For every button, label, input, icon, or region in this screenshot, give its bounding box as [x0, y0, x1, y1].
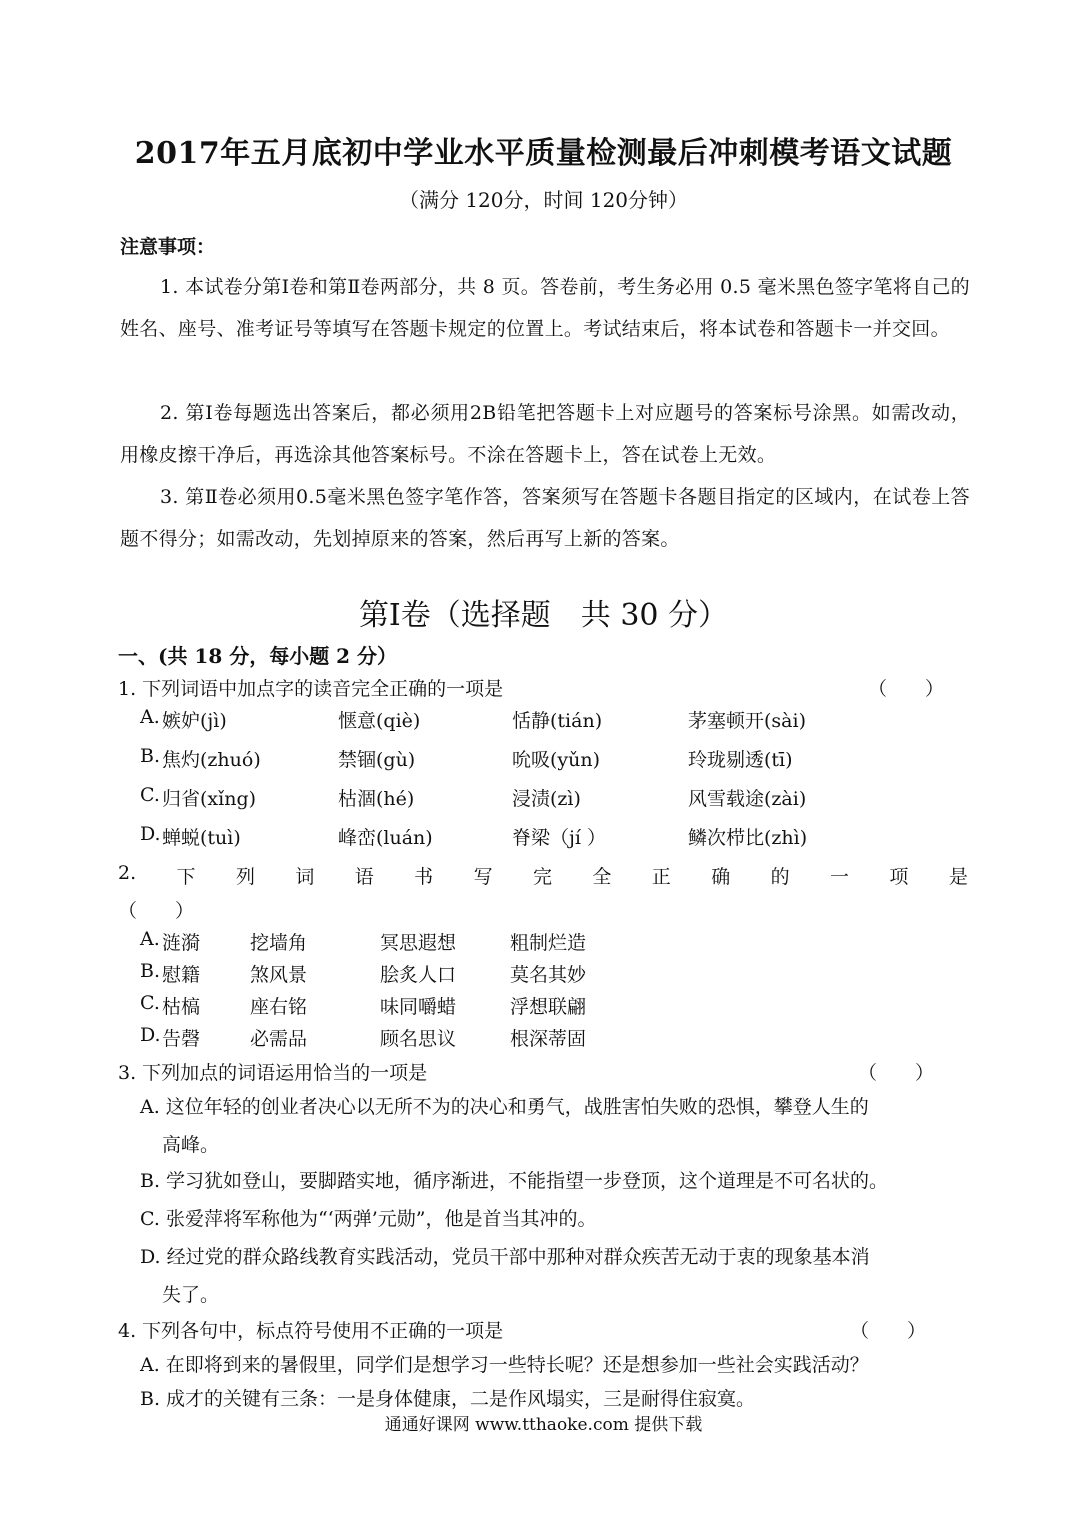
notice-item-1: 1. 本试卷分第Ⅰ卷和第Ⅱ卷两部分，共 8 页。答卷前，考生务必用 0.5 毫米黑色签字笔将自己的姓名、座号、准考证号等填写在答题卡规定的位置上。考试结束后，将本试卷和答题卡一并交回。: [120, 276, 970, 340]
option-letter: D.: [140, 823, 161, 845]
q2-stem-char: 正: [651, 866, 671, 888]
q2-stem-char: 是: [948, 866, 968, 888]
q4-answer-paren: （ ）: [850, 1320, 927, 1342]
option-word: 枯涸(hé): [338, 788, 415, 810]
q3-option-c: C. 张爱萍将军称他为“‘两弹’元勋”，他是首当其冲的。: [140, 1208, 597, 1230]
option-word: 玲珑剔透(tī): [688, 749, 793, 771]
q2-stem-char: 的: [770, 866, 790, 888]
q2-stem-char: 完: [532, 866, 552, 888]
option-word: 嫉妒(jì): [162, 710, 227, 732]
q2-stem: [118, 862, 968, 889]
option-word: 座右铭: [250, 996, 308, 1018]
option-letter: C.: [140, 992, 160, 1014]
q2-option-d: [140, 1024, 860, 1054]
q1-stem: 1. 下列词语中加点字的读音完全正确的一项是: [118, 678, 504, 700]
exam-title: 2017年五月底初中学业水平质量检测最后冲刺模考语文试题: [134, 136, 953, 171]
option-word: 顾名思议: [380, 1028, 457, 1050]
option-word: 风雪载途(zài): [688, 788, 807, 810]
q2-stem-char: 语: [354, 866, 374, 888]
option-word: 脊梁（jí ）: [512, 827, 607, 849]
q2-stem-char: 确: [711, 866, 731, 888]
option-word: 茅塞顿开(sài): [688, 710, 806, 732]
section-title: 第Ⅰ卷（选择题 共 30 分）: [358, 598, 729, 633]
notice-heading: 注意事项：: [120, 236, 216, 258]
option-word: 鳞次栉比(zhì): [688, 827, 808, 849]
option-word: 吮吸(yǔn): [512, 749, 601, 771]
option-word: 煞风景: [250, 964, 308, 986]
q4-option-b: B. 成才的关键有三条：一是身体健康，二是作风塌实，三是耐得住寂寞。: [140, 1388, 756, 1410]
option-word: 恬静(tián): [512, 710, 603, 732]
option-word: 根深蒂固: [510, 1028, 587, 1050]
option-word: 粗制烂造: [510, 932, 587, 954]
q4-stem: 4. 下列各句中，标点符号使用不正确的一项是: [118, 1320, 504, 1342]
option-word: 味同嚼蜡: [380, 996, 457, 1018]
q3-option-b: B. 学习犹如登山，要脚踏实地，循序渐进，不能指望一步登顶，这个道理是不可名状的。: [140, 1170, 889, 1192]
q2-stem-char: 词: [295, 866, 315, 888]
q4-option-a: A. 在即将到来的暑假里，同学们是想学习一些特长呢？还是想参加一些社会实践活动？: [140, 1354, 869, 1376]
option-word: 蝉蜕(tuì): [162, 827, 241, 849]
option-letter: C.: [140, 784, 160, 806]
q3-option-d-cont: 失了。: [162, 1284, 220, 1306]
q2-stem-char: 一: [830, 866, 850, 888]
option-word: 禁锢(gù): [338, 749, 416, 771]
q3-option-a: A. 这位年轻的创业者决心以无所不为的决心和勇气，战胜害怕失败的恐惧，攀登人生的: [140, 1096, 869, 1118]
option-word: 必需品: [250, 1028, 308, 1050]
q3-answer-paren: （ ）: [858, 1062, 935, 1084]
q1-option-c: [140, 784, 860, 814]
q2-stem-char: 写: [473, 866, 493, 888]
q2-stem-char: 下: [176, 866, 196, 888]
option-word: 归省(xǐng): [162, 788, 257, 810]
exam-subtitle: （满分 120分，时间 120分钟）: [398, 188, 689, 212]
page-footer: 通通好课网 www.tthaoke.com 提供下载: [384, 1415, 703, 1435]
q3-option-d: D. 经过党的群众路线教育实践活动，党员干部中那种对群众疾苦无动于衷的现象基本消: [140, 1246, 870, 1268]
q2-option-a: [140, 928, 860, 958]
q2-stem-char: 项: [889, 866, 909, 888]
option-word: 枯槁: [162, 996, 201, 1018]
option-letter: B.: [140, 960, 161, 982]
q3-option-a-cont: 高峰。: [162, 1134, 220, 1156]
option-letter: D.: [140, 1024, 161, 1046]
q2-stem-char: 全: [592, 866, 612, 888]
option-word: 惬意(qiè): [338, 710, 421, 732]
option-word: 浮想联翩: [510, 996, 587, 1018]
q2-option-c: [140, 992, 860, 1022]
option-letter: A.: [140, 706, 160, 728]
option-word: 冥思遐想: [380, 932, 457, 954]
option-word: 慰籍: [162, 964, 201, 986]
option-letter: A.: [140, 928, 160, 950]
q2-option-b: [140, 960, 860, 990]
q1-answer-paren: （ ）: [868, 678, 945, 700]
notice-item-2: 2. 第Ⅰ卷每题选出答案后，都必须用2B铅笔把答题卡上对应题号的答案标号涂黑。如需改动，用橡皮擦干净后，再选涂其他答案标号。不涂在答题卡上，答在试卷上无效。: [120, 402, 970, 466]
q2-stem-char: 列: [235, 866, 255, 888]
q2-stem-char: 书: [414, 866, 434, 888]
q3-stem: 3. 下列加点的词语运用恰当的一项是: [118, 1062, 428, 1084]
option-word: 峰峦(luán): [338, 827, 433, 849]
q2-answer-paren: （ ）: [118, 900, 195, 922]
notice-item-3: 3. 第Ⅱ卷必须用0.5毫米黑色签字笔作答，答案须写在答题卡各题目指定的区域内，在试卷上答题不得分；如需改动，先划掉原来的答案，然后再写上新的答案。: [120, 486, 970, 550]
q2-stem-char: 2.: [118, 862, 137, 884]
option-word: 浸渍(zì): [512, 788, 581, 810]
option-word: 告磬: [162, 1028, 201, 1050]
option-word: 脍炙人口: [380, 964, 457, 986]
q1-option-a: [140, 706, 860, 736]
part-heading: 一、(共 18 分，每小题 2 分）: [118, 644, 398, 668]
option-word: 涟漪: [162, 932, 201, 954]
option-word: 挖墙角: [250, 932, 308, 954]
option-word: 焦灼(zhuó): [162, 749, 261, 771]
q1-option-d: [140, 823, 860, 853]
option-word: 莫名其妙: [510, 964, 587, 986]
q1-option-b: [140, 745, 860, 775]
option-letter: B.: [140, 745, 161, 767]
